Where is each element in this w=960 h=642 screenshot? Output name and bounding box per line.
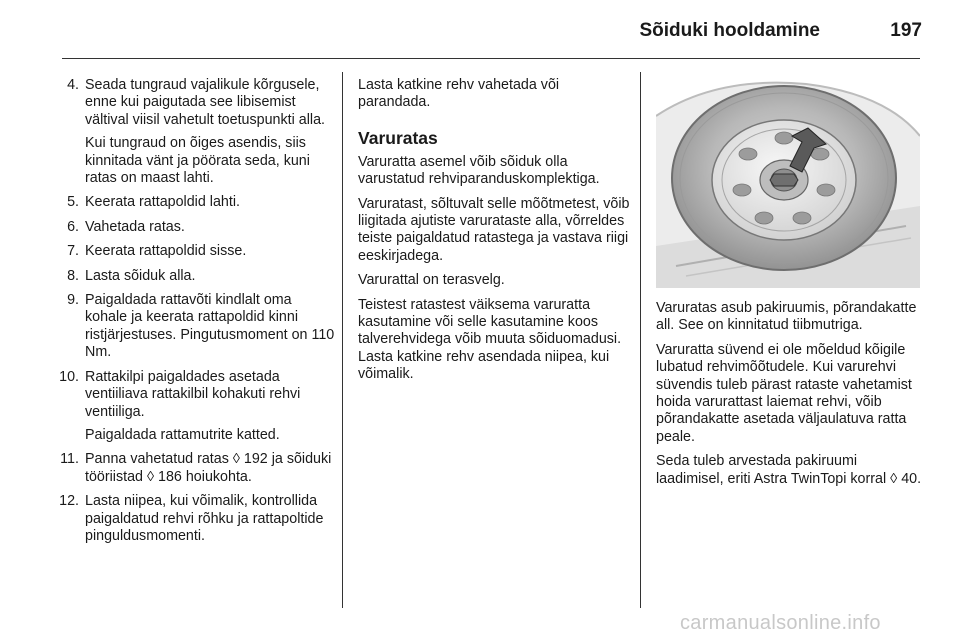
step-7: 7. Keerata rattapoldid sisse.: [58, 243, 336, 260]
page-number: 197: [890, 20, 922, 41]
paragraph: Varuratta süvend ei ole mõeldud kõigile lubatud rehvimõõtudele. Kui varurehvi süvendis tuleb pärast rataste vahetamist hoida varurattast laiemat rehvi, võib põrandakatte asetada väljaulatuva ratta peale.: [656, 341, 912, 445]
step-text: Paigaldada rattavõti kindlalt oma kohale ja keerata rattapoldid kinni ristjärjestuses. Pingutusmoment on 110 Nm.: [85, 292, 335, 361]
step-text: Seada tungraud vajalikule kõrgusele, enne kui paigutada see libisemist vältival viisil vahetult toetuspunkti alla.: [85, 77, 325, 128]
page-reference: 40.: [897, 470, 922, 487]
spare-wheel-in-trunk-illustration: [656, 76, 920, 288]
step-subtext: Paigaldada rattamutrite katted.: [85, 426, 280, 443]
step-12: 12. Lasta niipea, kui võimalik, kontrollida paigaldatud rehvi rõhku ja rattapoltide pinguldusmomenti.: [51, 493, 336, 545]
paragraph: Seda tuleb arvestada pakiruumi laadimisel, eriti Astra TwinTopi korral ◊ 40.: [656, 453, 922, 487]
step-9: 9. Paigaldada rattavõti kindlalt oma kohale ja keerata rattapoldid kinni ristjärjestuses. Pingutusmoment on 110 Nm.: [67, 292, 335, 361]
step-text: Keerata rattapoldid lahti.: [85, 194, 240, 211]
step-4: 4. Seada tungraud vajalikule kõrgusele, enne kui paigutada see libisemist vältival viisil vahetult toetuspunkti alla. Kui tungraud on õiges asendis, siis kinnitada vänt ja pöörata seda, kuni ratas on maast lahti.: [58, 77, 336, 187]
step-text: Rattakilpi paigaldades asetada ventiiliava rattakilbil kohakuti rehvi ventiiliga.: [85, 368, 301, 420]
paragraph: Varurattal on terasvelg.: [358, 272, 505, 289]
paragraph: Varuratast, sõltuvalt selle mõõtmetest, võib liigitada ajutiste varurataste alla, võrreldes teiste paigaldatud ratastega ja vastava riigi eeskirjadega.: [358, 195, 630, 264]
step-text: Panna vahetatud ratas ◊ 192 ja sõiduki tööriistad ◊ 186 hoiukohta.: [85, 451, 332, 485]
reference-arrow-icon: ◊: [146, 468, 155, 485]
step-6: 6. Vahetada ratas.: [58, 219, 336, 236]
step-subtext: Kui tungraud on õiges asendis, siis kinnitada vänt ja pöörata seda, kuni ratas on maast lahti.: [85, 135, 310, 187]
paragraph: Teistest ratastest väiksema varuratta kasutamine või selle kasutamine koos talverehvidega võib muuta sõiduomadusi. Lasta katkine rehv asendada niipea, kui võimalik.: [358, 296, 622, 383]
step-8: 8. Lasta sõiduk alla.: [58, 268, 336, 285]
page-reference: 186 hoiukohta.: [154, 468, 252, 485]
reference-arrow-icon: ◊: [232, 451, 240, 468]
header-title: Sõiduki hooldamine: [639, 20, 820, 41]
step-text: Keerata rattapoldid sisse.: [85, 243, 247, 260]
spare-wheel-figure: [656, 76, 920, 288]
paragraph: Varuratta asemel võib sõiduk olla varustatud rehviparanduskomplektiga.: [358, 153, 600, 188]
step-10: 10. Rattakilpi paigaldades asetada ventiiliava rattakilbil kohakuti rehvi ventiiliga. Paigaldada rattamutrite katted.: [51, 369, 336, 445]
column-divider-1: [342, 72, 343, 608]
column-2: [358, 77, 630, 391]
header-divider: [62, 58, 920, 59]
reference-arrow-icon: ◊: [890, 470, 898, 487]
section-heading: Varuratas: [358, 127, 438, 148]
intro-paragraph: Lasta katkine rehv vahetada või parandada.: [358, 77, 560, 111]
page-reference: 192 ja sõiduki tööriistad: [85, 451, 332, 485]
column-divider-2: [640, 72, 641, 608]
column-1: [58, 77, 336, 552]
step-11: 11. Panna vahetatud ratas ◊ 192 ja sõiduki tööriistad ◊ 186 hoiukohta.: [51, 451, 336, 486]
step-5: 5. Keerata rattapoldid lahti.: [58, 194, 336, 211]
step-text: Lasta niipea, kui võimalik, kontrollida paigaldatud rehvi rõhku ja rattapoltide pinguldusmomenti.: [85, 493, 324, 544]
watermark: carmanualsonline.info: [680, 612, 881, 634]
column-3: [656, 300, 924, 495]
paragraph: Varuratas asub pakiruumis, põrandakatte all. See on kinnitatud tiibmutriga.: [656, 300, 917, 334]
step-text: Vahetada ratas.: [85, 218, 185, 235]
step-text: Lasta sõiduk alla.: [85, 267, 196, 284]
